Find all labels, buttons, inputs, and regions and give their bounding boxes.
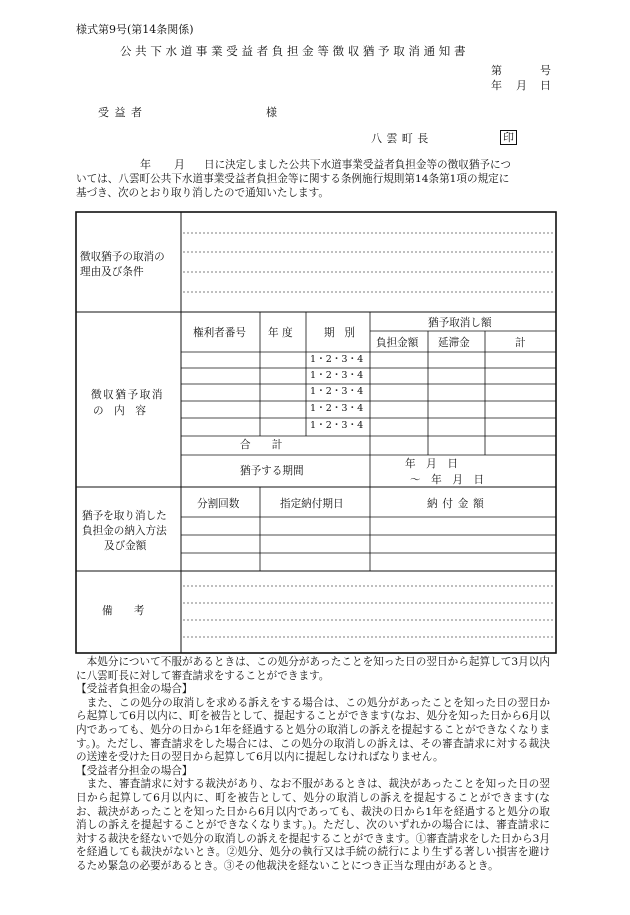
period-row-2: 1・2・3・4 [310,370,364,381]
deferral-period-label: 猶予する期間 [240,465,304,477]
number-go: 号 [540,64,551,77]
number-dai: 第 [491,64,502,77]
date-tsuki: 月 [516,79,527,92]
intro-line-1: 日に決定しました公共下水道事業受益者負担金等の徴収猶予につ [204,159,512,171]
note-paragraph-3: また、審査請求に対する裁決があり、なお不服があるときは、裁決があったことを知った日の翌日から起算して6月以内に、町を被告として、処分の取消しの訴えを提起することができます(なお、裁決があったことを知った日から6月以内であっても、裁決の日から1年を経過すると処分の取消しの訴えを提起することができなくなります。)。ただし、次のいずれかの場合には、審査請求に対する裁決を経ないで処分の取消しの訴えを提起することができます。①審査請求をした日から3月を経過しても裁決がないとき。②処分、処分の執行又は手続の続行により生ずる著しい損害を避けるため緊急の必要があるとき。③その他裁決を経ないことにつき正当な理由があるとき。 [76,778,550,872]
payment-label-3: 及び金額 [104,540,147,552]
form-label: 様式第9号(第14条関係) [76,23,194,36]
col-cancel-amount: 猶予取消し額 [428,317,492,329]
col-year: 年 度 [268,327,293,339]
intro-tsuki: 月 [174,158,185,171]
recipient-sama: 様 [266,106,277,119]
content-label-2: の 内 容 [93,405,146,417]
date-nen: 年 [491,79,502,92]
note-heading-2: 【受益者分担金の場合】 [76,764,193,777]
reason-label-1: 徴収猶予の取消の [80,251,165,263]
note-paragraph-2: また、この処分の取消しを求める訴えをする場合は、この処分があったことを知った日の翌日から起算して6月以内に、町を被告として、提起することができます(なお、処分を知った日から6月以内であっても、処分の日から1年を経過すると処分の取消しの訴えを提起することができなくなります。)。ただし、審査請求をした場合には、この処分の取消しの訴えは、その審査請求に対する裁決の送達を受けた日の翌日から起算して6月以内に提起しなければなりません。 [76,696,550,764]
content-label-1: 徴収猶予取消 [91,389,165,401]
col-delay: 延滞金 [438,337,470,349]
note-heading-1: 【受益者負担金の場合】 [76,683,193,696]
period-row-1: 1・2・3・4 [310,354,364,365]
col-rights-no: 権利者番号 [193,327,246,339]
date-hi: 日 [540,79,551,92]
col-due-date: 指定納付期日 [280,498,344,510]
subtotal-label: 合 計 [240,439,283,451]
note-paragraph-1: 本処分について不服があるときは、この処分があったことを知った日の翌日から起算して3月以内に八雲町長に対して審査請求をすることができます。 [76,656,550,682]
period-row-5: 1・2・3・4 [310,420,364,431]
period-row-3: 1・2・3・4 [310,386,364,397]
period-row-4: 1・2・3・4 [310,403,364,414]
col-installments: 分割回数 [197,498,240,510]
col-burden: 負担金額 [376,337,419,349]
payment-label-2: 負担金の納入方法 [82,525,167,537]
notes-block [76,656,550,874]
reason-label-2: 理由及び条件 [80,266,144,278]
payment-label-1: 猶予を取り消した [82,510,167,522]
issuer-name: 八雲町長 [371,132,433,145]
deferral-to: ～ 年 月 日 [410,474,485,486]
intro-line-3: 基づき、次のとおり取り消したので通知いたします。 [76,187,329,199]
col-period: 期 別 [324,327,359,339]
col-payment-amount: 納付金額 [427,498,489,510]
document-title: 公共下水道事業受益者負担金等徴収猶予取消通知書 [120,44,470,58]
recipient-label: 受益者 [98,106,148,119]
col-total: 計 [515,337,526,349]
intro-nen: 年 [140,158,151,171]
remarks-label: 備 考 [102,605,145,617]
deferral-from: 年 月 日 [405,458,458,470]
seal-icon: 印 [500,130,517,145]
intro-line-2: いては、八雲町公共下水道事業受益者負担金等に関する条例施行規則第14条第1項の規定に [76,173,510,185]
